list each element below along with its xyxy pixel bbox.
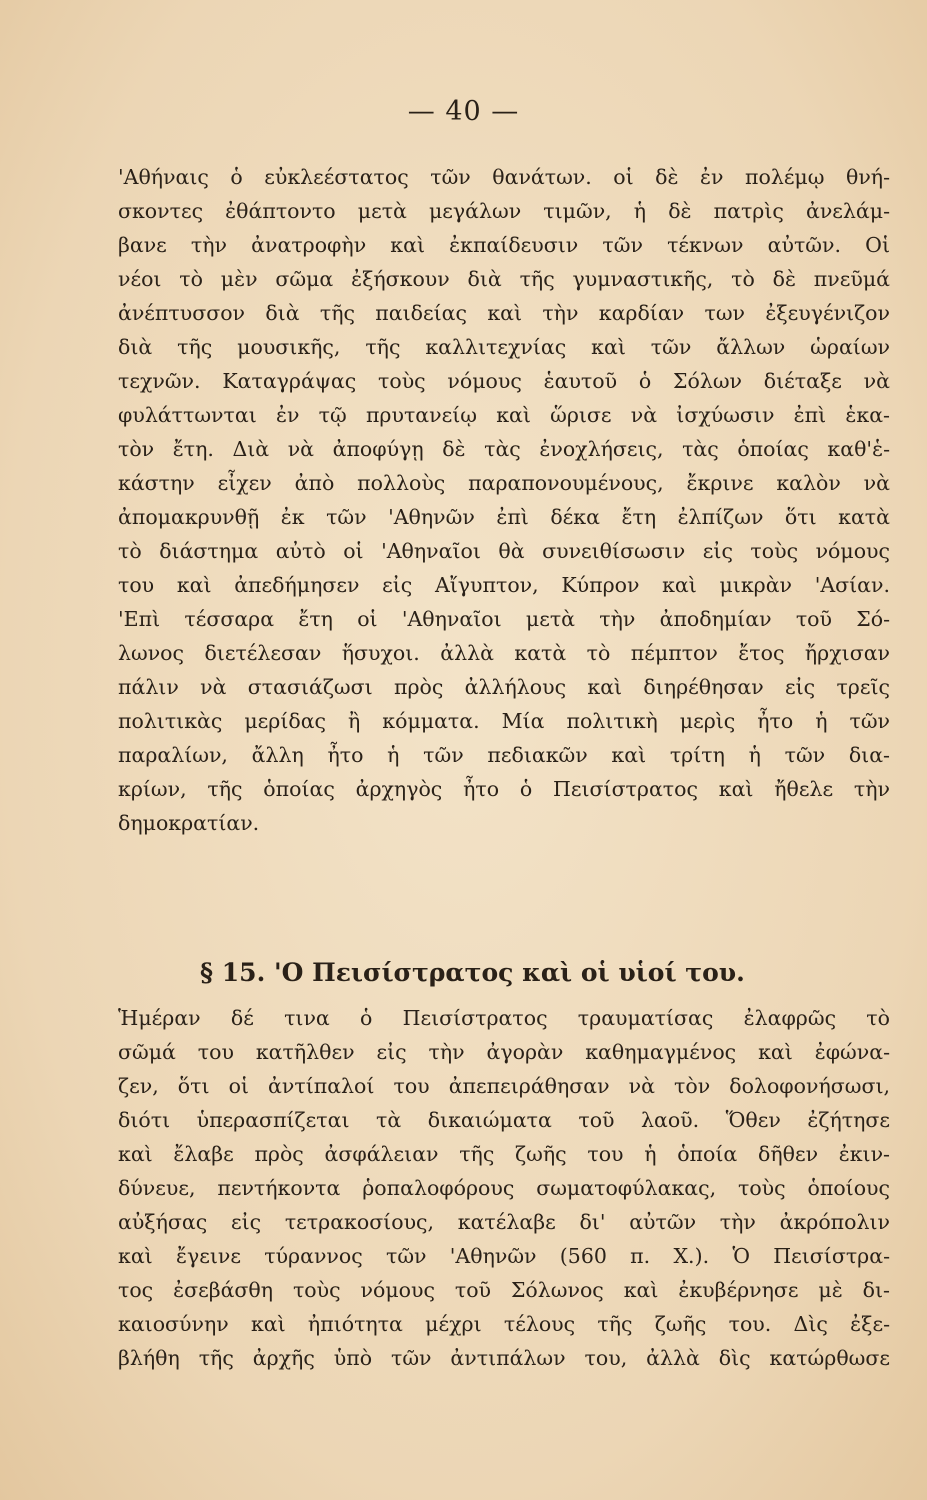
text-line: ζεν, ὅτι οἱ ἀντίπαλοί του ἀπεπειράθησαν νὰ τὸν δολοφονήσωσι,: [118, 1074, 890, 1098]
text-line: του καὶ ἀπεδήμησεν εἰς Αἴγυπτον, Κύπρον καὶ μικρὰν 'Ασίαν.: [118, 573, 890, 597]
text-line: σκοντες ἐθάπτοντο μετὰ μεγάλων τιμῶν, ἡ δὲ πατρὶς ἀνελάμ-: [118, 199, 890, 223]
text-line: τος ἐσεβάσθη τοὺς νόμους τοῦ Σόλωνος καὶ ἐκυβέρνησε μὲ δι-: [118, 1278, 890, 1302]
text-line: πολιτικὰς μερίδας ἢ κόμματα. Μία πολιτικὴ μερὶς ἦτο ἡ τῶν: [118, 709, 890, 733]
text-line: κρίων, τῆς ὁποίας ἀρχηγὸς ἦτο ὁ Πεισίστρατος καὶ ἤθελε τὴν: [118, 777, 890, 801]
text-line: πάλιν νὰ στασιάζωσι πρὸς ἀλλήλους καὶ διηρέθησαν εἰς τρεῖς: [118, 675, 890, 699]
text-line: καὶ ἔγεινε τύραννος τῶν 'Αθηνῶν (560 π. Χ.). Ὁ Πεισίστρα-: [118, 1244, 890, 1268]
text-line: καιοσύνην καὶ ἠπιότητα μέχρι τέλους τῆς ζωῆς του. Δὶς ἐξε-: [118, 1312, 890, 1336]
text-line: ἀπομακρυνθῇ ἐκ τῶν 'Αθηνῶν ἐπὶ δέκα ἔτη ἐλπίζων ὅτι κατὰ: [118, 505, 890, 529]
text-line: φυλάττωνται ἐν τῷ πρυτανείῳ καὶ ὥρισε νὰ ἰσχύωσιν ἐπὶ ἑκα-: [118, 403, 890, 427]
section-heading: § 15. 'Ο Πεισίστρατος καὶ οἱ υἱοί του.: [200, 958, 745, 987]
text-line: διότι ὑπερασπίζεται τὰ δικαιώματα τοῦ λαοῦ. Ὅθεν ἐζήτησε: [118, 1108, 890, 1132]
text-line: σῶμά του κατῆλθεν εἰς τὴν ἀγορὰν καθημαγμένος καὶ ἐφώνα-: [118, 1040, 890, 1064]
text-line: λωνος διετέλεσαν ἥσυχοι. ἀλλὰ κατὰ τὸ πέμπτον ἔτος ἤρχισαν: [118, 641, 890, 665]
text-line: παραλίων, ἄλλη ἦτο ἡ τῶν πεδιακῶν καὶ τρίτη ἡ τῶν δια-: [118, 743, 890, 767]
text-line: ἀνέπτυσσον διὰ τῆς παιδείας καὶ τὴν καρδίαν των ἐξευγένιζον: [118, 301, 890, 325]
paragraph-2: [118, 1001, 890, 1375]
text-line: κάστην εἶχεν ἀπὸ πολλοὺς παραπονουμένους, ἔκρινε καλὸν νὰ: [118, 471, 890, 495]
text-line: 'Αθήναις ὁ εὐκλεέστατος τῶν θανάτων. οἱ δὲ ἐν πολέμῳ θνή-: [118, 165, 890, 189]
page-number: — 40 —: [407, 96, 520, 127]
text-line: καὶ ἔλαβε πρὸς ἀσφάλειαν τῆς ζωῆς του ἡ ὁποία δῆθεν ἐκιν-: [118, 1142, 890, 1166]
text-line: βανε τὴν ἀνατροφὴν καὶ ἐκπαίδευσιν τῶν τέκνων αὐτῶν. Οἱ: [118, 233, 890, 257]
text-line: 'Επὶ τέσσαρα ἔτη οἱ 'Αθηναῖοι μετὰ τὴν ἀποδημίαν τοῦ Σό-: [118, 607, 890, 631]
text-line: βλήθη τῆς ἀρχῆς ὑπὸ τῶν ἀντιπάλων του, ἀλλὰ δὶς κατώρθωσε: [118, 1346, 890, 1370]
text-line: διὰ τῆς μουσικῆς, τῆς καλλιτεχνίας καὶ τῶν ἄλλων ὡραίων: [118, 335, 890, 359]
text-line: αὐξήσας εἰς τετρακοσίους, κατέλαβε δι' αὐτῶν τὴν ἀκρόπολιν: [118, 1210, 890, 1234]
text-line: τὸν ἔτη. Διὰ νὰ ἀποφύγῃ δὲ τὰς ἐνοχλήσεις, τὰς ὁποίας καθ'ἑ-: [118, 437, 890, 461]
paragraph-1: [118, 160, 890, 840]
text-line: τὸ διάστημα αὐτὸ οἱ 'Αθηναῖοι θὰ συνειθίσωσιν εἰς τοὺς νόμους: [118, 539, 890, 563]
text-line: δύνευε, πεντήκοντα ῥοπαλοφόρους σωματοφύλακας, τοὺς ὁποίους: [118, 1176, 890, 1200]
text-line: τεχνῶν. Καταγράψας τοὺς νόμους ἑαυτοῦ ὁ Σόλων διέταξε νὰ: [118, 369, 890, 393]
text-line: δημοκρατίαν.: [118, 811, 260, 835]
text-line: νέοι τὸ μὲν σῶμα ἐξήσκουν διὰ τῆς γυμναστικῆς, τὸ δὲ πνεῦμά: [118, 267, 890, 291]
text-line: Ἡμέραν δέ τινα ὁ Πεισίστρατος τραυματίσας ἐλαφρῶς τὸ: [118, 1006, 890, 1030]
